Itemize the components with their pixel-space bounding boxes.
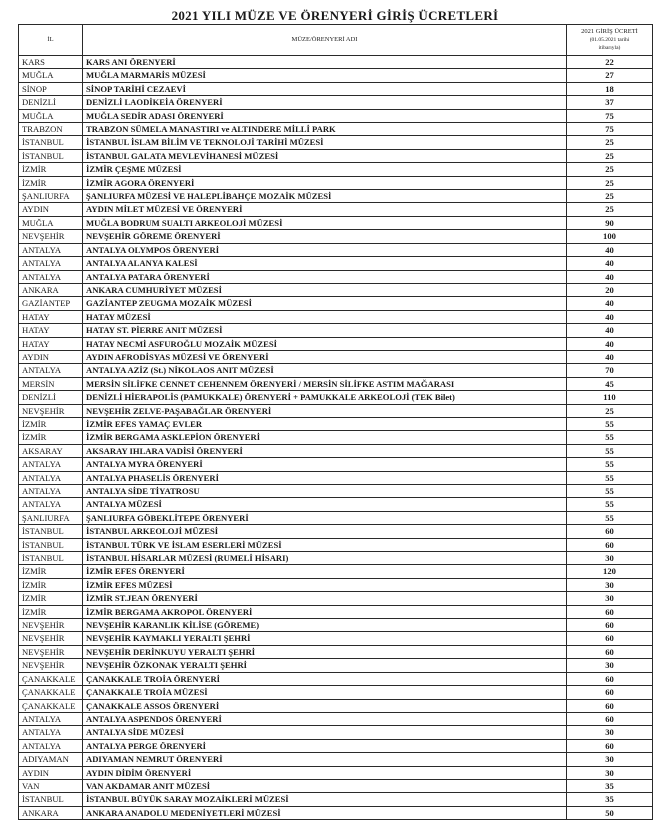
table-row: [19, 297, 653, 310]
table-row: [19, 216, 653, 229]
cell-fee: 55: [567, 485, 653, 498]
table-row: [19, 377, 653, 390]
cell-fee: 40: [567, 243, 653, 256]
cell-place: MUĞLA SEDİR ADASI ÖRENYERİ: [83, 109, 567, 122]
cell-il: ANTALYA: [19, 243, 83, 256]
cell-place: VAN AKDAMAR ANIT MÜZESİ: [83, 779, 567, 792]
cell-fee: 25: [567, 149, 653, 162]
cell-il: DENİZLİ: [19, 96, 83, 109]
cell-fee: 25: [567, 203, 653, 216]
cell-il: İZMİR: [19, 431, 83, 444]
table-row: [19, 739, 653, 752]
cell-fee: 60: [567, 538, 653, 551]
fee-table: [18, 24, 653, 820]
table-row: [19, 672, 653, 685]
table-row: [19, 485, 653, 498]
cell-place: İZMİR BERGAMA ASKLEPİON ÖRENYERİ: [83, 431, 567, 444]
cell-place: İSTANBUL İSLAM BİLİM VE TEKNOLOJİ TARİHİ MÜZESİ: [83, 136, 567, 149]
table-row: [19, 565, 653, 578]
cell-place: İZMİR ST.JEAN ÖRENYERİ: [83, 592, 567, 605]
table-row: [19, 645, 653, 658]
cell-il: İZMİR: [19, 163, 83, 176]
cell-il: TRABZON: [19, 123, 83, 136]
cell-place: ANTALYA PHASELİS ÖRENYERİ: [83, 471, 567, 484]
table-row: [19, 793, 653, 806]
table-row: [19, 136, 653, 149]
cell-fee: 55: [567, 431, 653, 444]
cell-fee: 50: [567, 806, 653, 819]
cell-fee: 22: [567, 56, 653, 69]
cell-place: İZMİR EFES ÖRENYERİ: [83, 565, 567, 578]
table-body: [19, 56, 653, 820]
cell-fee: 25: [567, 163, 653, 176]
table-row: [19, 779, 653, 792]
table-row: [19, 324, 653, 337]
table-row: [19, 176, 653, 189]
cell-fee: 60: [567, 699, 653, 712]
cell-fee: 110: [567, 391, 653, 404]
cell-il: SİNOP: [19, 82, 83, 95]
table-row: [19, 511, 653, 524]
cell-fee: 20: [567, 283, 653, 296]
cell-il: ÇANAKKALE: [19, 699, 83, 712]
cell-place: İSTANBUL ARKEOLOJİ MÜZESİ: [83, 525, 567, 538]
cell-place: DENİZLİ LAODİKEİA ÖRENYERİ: [83, 96, 567, 109]
cell-fee: 60: [567, 605, 653, 618]
table-row: [19, 283, 653, 296]
cell-fee: 60: [567, 686, 653, 699]
cell-il: AKSARAY: [19, 444, 83, 457]
cell-fee: 60: [567, 672, 653, 685]
cell-place: AYDIN MİLET MÜZESİ VE ÖRENYERİ: [83, 203, 567, 216]
cell-fee: 30: [567, 592, 653, 605]
cell-fee: 60: [567, 632, 653, 645]
cell-fee: 40: [567, 324, 653, 337]
cell-fee: 30: [567, 659, 653, 672]
cell-il: İZMİR: [19, 592, 83, 605]
cell-il: NEVŞEHİR: [19, 619, 83, 632]
cell-fee: 25: [567, 176, 653, 189]
table-row: [19, 149, 653, 162]
table-row: [19, 391, 653, 404]
table-row: [19, 444, 653, 457]
cell-place: ANTALYA SİDE MÜZESİ: [83, 726, 567, 739]
cell-place: İZMİR AGORA ÖRENYERİ: [83, 176, 567, 189]
cell-fee: 40: [567, 337, 653, 350]
cell-il: NEVŞEHİR: [19, 404, 83, 417]
cell-il: ŞANLIURFA: [19, 511, 83, 524]
table-row: [19, 498, 653, 511]
header-fee-note: itibarıyla): [598, 45, 621, 51]
cell-il: İZMİR: [19, 578, 83, 591]
header-fee-label: 2021 GİRİŞ ÜCRETİ: [581, 28, 638, 35]
header-fee-date: (01.05.2021 tarihi: [589, 37, 630, 43]
table-row: [19, 806, 653, 819]
cell-place: SİNOP TARİHİ CEZAEVİ: [83, 82, 567, 95]
table-row: [19, 56, 653, 69]
table-row: [19, 659, 653, 672]
cell-il: VAN: [19, 779, 83, 792]
cell-place: ANTALYA SİDE TİYATROSU: [83, 485, 567, 498]
table-row: [19, 350, 653, 363]
cell-il: ANTALYA: [19, 739, 83, 752]
table-row: [19, 525, 653, 538]
cell-place: ADIYAMAN NEMRUT ÖRENYERİ: [83, 753, 567, 766]
cell-place: İZMİR EFES YAMAÇ EVLER: [83, 417, 567, 430]
cell-il: MUĞLA: [19, 216, 83, 229]
table-row: [19, 163, 653, 176]
cell-fee: 35: [567, 779, 653, 792]
cell-fee: 25: [567, 190, 653, 203]
cell-il: KARS: [19, 56, 83, 69]
page-title: 2021 YILI MÜZE VE ÖRENYERİ GİRİŞ ÜCRETLERİ: [171, 8, 499, 23]
cell-place: ANTALYA ASPENDOS ÖRENYERİ: [83, 712, 567, 725]
cell-fee: 30: [567, 753, 653, 766]
cell-place: İZMİR EFES MÜZESİ: [83, 578, 567, 591]
table-row: [19, 578, 653, 591]
table-row: [19, 431, 653, 444]
cell-place: ÇANAKKALE ASSOS ÖRENYERİ: [83, 699, 567, 712]
cell-il: ÇANAKKALE: [19, 672, 83, 685]
table-row: [19, 417, 653, 430]
table-row: [19, 471, 653, 484]
cell-place: İZMİR ÇEŞME MÜZESİ: [83, 163, 567, 176]
cell-place: NEVŞEHİR ÖZKONAK YERALTI ŞEHRİ: [83, 659, 567, 672]
cell-il: HATAY: [19, 310, 83, 323]
cell-fee: 40: [567, 270, 653, 283]
cell-place: MUĞLA BODRUM SUALTI ARKEOLOJİ MÜZESİ: [83, 216, 567, 229]
table-row: [19, 69, 653, 82]
cell-fee: 100: [567, 230, 653, 243]
cell-fee: 30: [567, 578, 653, 591]
cell-il: HATAY: [19, 324, 83, 337]
cell-fee: 70: [567, 364, 653, 377]
cell-place: HATAY ST. PİERRE ANIT MÜZESİ: [83, 324, 567, 337]
cell-place: MUĞLA MARMARİS MÜZESİ: [83, 69, 567, 82]
cell-il: ANTALYA: [19, 726, 83, 739]
cell-fee: 55: [567, 458, 653, 471]
cell-il: MERSİN: [19, 377, 83, 390]
table-row: [19, 766, 653, 779]
cell-place: AYDIN DİDİM ÖRENYERİ: [83, 766, 567, 779]
cell-place: ANKARA CUMHURİYET MÜZESİ: [83, 283, 567, 296]
table-row: [19, 712, 653, 725]
header-il: İL: [19, 25, 83, 56]
cell-fee: 27: [567, 69, 653, 82]
cell-place: TRABZON SÜMELA MANASTIRI ve ALTINDERE MİLLİ PARK: [83, 123, 567, 136]
cell-il: GAZİANTEP: [19, 297, 83, 310]
cell-place: ÇANAKKALE TROİA ÖRENYERİ: [83, 672, 567, 685]
cell-fee: 60: [567, 712, 653, 725]
cell-fee: 40: [567, 257, 653, 270]
cell-fee: 37: [567, 96, 653, 109]
table-row: [19, 686, 653, 699]
table-row: [19, 404, 653, 417]
cell-place: GAZİANTEP ZEUGMA MOZAİK MÜZESİ: [83, 297, 567, 310]
cell-fee: 30: [567, 726, 653, 739]
cell-il: İSTANBUL: [19, 552, 83, 565]
cell-fee: 55: [567, 417, 653, 430]
cell-il: İSTANBUL: [19, 136, 83, 149]
cell-fee: 40: [567, 310, 653, 323]
cell-place: ANTALYA OLYMPOS ÖRENYERİ: [83, 243, 567, 256]
cell-fee: 75: [567, 109, 653, 122]
cell-il: İZMİR: [19, 176, 83, 189]
cell-fee: 90: [567, 216, 653, 229]
cell-fee: 55: [567, 511, 653, 524]
table-row: [19, 243, 653, 256]
cell-il: İSTANBUL: [19, 538, 83, 551]
table-row: [19, 619, 653, 632]
cell-place: İSTANBUL BÜYÜK SARAY MOZAİKLERİ MÜZESİ: [83, 793, 567, 806]
table-row: [19, 538, 653, 551]
table-header-row: [19, 25, 653, 56]
cell-place: MERSİN SİLİFKE CENNET CEHENNEM ÖRENYERİ / MERSİN SİLİFKE ASTIM MAĞARASI: [83, 377, 567, 390]
cell-il: İZMİR: [19, 565, 83, 578]
cell-il: ANTALYA: [19, 270, 83, 283]
cell-place: ŞANLIURFA GÖBEKLİTEPE ÖRENYERİ: [83, 511, 567, 524]
cell-place: ANTALYA ALANYA KALESİ: [83, 257, 567, 270]
cell-il: MUĞLA: [19, 109, 83, 122]
cell-il: ADIYAMAN: [19, 753, 83, 766]
cell-fee: 60: [567, 525, 653, 538]
cell-fee: 60: [567, 645, 653, 658]
cell-place: HATAY MÜZESİ: [83, 310, 567, 323]
table-row: [19, 96, 653, 109]
cell-place: KARS ANI ÖRENYERİ: [83, 56, 567, 69]
cell-il: AYDIN: [19, 350, 83, 363]
table-row: [19, 257, 653, 270]
cell-fee: 30: [567, 552, 653, 565]
cell-il: ANTALYA: [19, 712, 83, 725]
cell-fee: 35: [567, 793, 653, 806]
cell-fee: 40: [567, 350, 653, 363]
cell-place: HATAY NECMİ ASFUROĞLU MOZAİK MÜZESİ: [83, 337, 567, 350]
cell-il: İSTANBUL: [19, 793, 83, 806]
cell-il: İSTANBUL: [19, 149, 83, 162]
cell-place: ŞANLIURFA MÜZESİ VE HALEPLİBAHÇE MOZAİK MÜZESİ: [83, 190, 567, 203]
cell-il: AYDIN: [19, 203, 83, 216]
cell-il: ANTALYA: [19, 458, 83, 471]
cell-il: HATAY: [19, 337, 83, 350]
table-row: [19, 337, 653, 350]
cell-place: ANTALYA MÜZESİ: [83, 498, 567, 511]
cell-place: ANKARA ANADOLU MEDENİYETLERİ MÜZESİ: [83, 806, 567, 819]
cell-fee: 18: [567, 82, 653, 95]
table-row: [19, 726, 653, 739]
cell-il: MUĞLA: [19, 69, 83, 82]
table-row: [19, 270, 653, 283]
cell-place: NEVŞEHİR ZELVE-PAŞABAĞLAR ÖRENYERİ: [83, 404, 567, 417]
table-row: [19, 123, 653, 136]
cell-fee: 45: [567, 377, 653, 390]
cell-place: AYDIN AFRODİSYAS MÜZESİ VE ÖRENYERİ: [83, 350, 567, 363]
cell-il: ANTALYA: [19, 364, 83, 377]
cell-il: İZMİR: [19, 417, 83, 430]
cell-fee: 25: [567, 136, 653, 149]
table-row: [19, 364, 653, 377]
table-row: [19, 632, 653, 645]
cell-il: NEVŞEHİR: [19, 632, 83, 645]
cell-place: ANTALYA AZİZ (St.) NİKOLAOS ANIT MÜZESİ: [83, 364, 567, 377]
cell-fee: 30: [567, 766, 653, 779]
cell-place: İZMİR BERGAMA AKROPOL ÖRENYERİ: [83, 605, 567, 618]
cell-place: AKSARAY IHLARA VADİSİ ÖRENYERİ: [83, 444, 567, 457]
cell-il: ANKARA: [19, 806, 83, 819]
cell-il: İSTANBUL: [19, 525, 83, 538]
table-row: [19, 753, 653, 766]
header-place: MÜZE/ÖRENYERİ ADI: [83, 25, 567, 56]
cell-fee: 25: [567, 404, 653, 417]
cell-place: NEVŞEHİR KAYMAKLI YERALTI ŞEHRİ: [83, 632, 567, 645]
cell-place: NEVŞEHİR DERİNKUYU YERALTI ŞEHRİ: [83, 645, 567, 658]
cell-place: NEVŞEHİR KARANLIK KİLİSE (GÖREME): [83, 619, 567, 632]
cell-fee: 55: [567, 471, 653, 484]
table-row: [19, 109, 653, 122]
cell-place: ÇANAKKALE TROİA MÜZESİ: [83, 686, 567, 699]
cell-il: ŞANLIURFA: [19, 190, 83, 203]
cell-place: İSTANBUL TÜRK VE İSLAM ESERLERİ MÜZESİ: [83, 538, 567, 551]
cell-il: AYDIN: [19, 766, 83, 779]
table-row: [19, 699, 653, 712]
cell-place: DENİZLİ HİERAPOLİS (PAMUKKALE) ÖRENYERİ + PAMUKKALE ARKEOLOJİ (TEK Bilet): [83, 391, 567, 404]
table-row: [19, 203, 653, 216]
cell-fee: 55: [567, 444, 653, 457]
table-row: [19, 82, 653, 95]
cell-il: ANKARA: [19, 283, 83, 296]
table-row: [19, 605, 653, 618]
cell-il: ANTALYA: [19, 471, 83, 484]
cell-place: NEVŞEHİR GÖREME ÖRENYERİ: [83, 230, 567, 243]
cell-il: ÇANAKKALE: [19, 686, 83, 699]
cell-fee: 75: [567, 123, 653, 136]
table-row: [19, 230, 653, 243]
cell-fee: 40: [567, 297, 653, 310]
cell-fee: 60: [567, 619, 653, 632]
cell-il: NEVŞEHİR: [19, 645, 83, 658]
cell-il: NEVŞEHİR: [19, 230, 83, 243]
cell-il: NEVŞEHİR: [19, 659, 83, 672]
cell-place: İSTANBUL GALATA MEVLEVİHANESİ MÜZESİ: [83, 149, 567, 162]
cell-place: ANTALYA PERGE ÖRENYERİ: [83, 739, 567, 752]
cell-fee: 60: [567, 739, 653, 752]
table-row: [19, 458, 653, 471]
cell-il: ANTALYA: [19, 498, 83, 511]
cell-il: DENİZLİ: [19, 391, 83, 404]
cell-il: ANTALYA: [19, 257, 83, 270]
table-row: [19, 190, 653, 203]
cell-il: ANTALYA: [19, 485, 83, 498]
cell-place: İSTANBUL HİSARLAR MÜZESİ (RUMELİ HİSARI): [83, 552, 567, 565]
table-row: [19, 310, 653, 323]
table-row: [19, 592, 653, 605]
cell-place: ANTALYA PATARA ÖRENYERİ: [83, 270, 567, 283]
table-row: [19, 552, 653, 565]
cell-fee: 120: [567, 565, 653, 578]
cell-fee: 55: [567, 498, 653, 511]
cell-place: ANTALYA MYRA ÖRENYERİ: [83, 458, 567, 471]
cell-il: İZMİR: [19, 605, 83, 618]
header-fee: [567, 25, 653, 56]
